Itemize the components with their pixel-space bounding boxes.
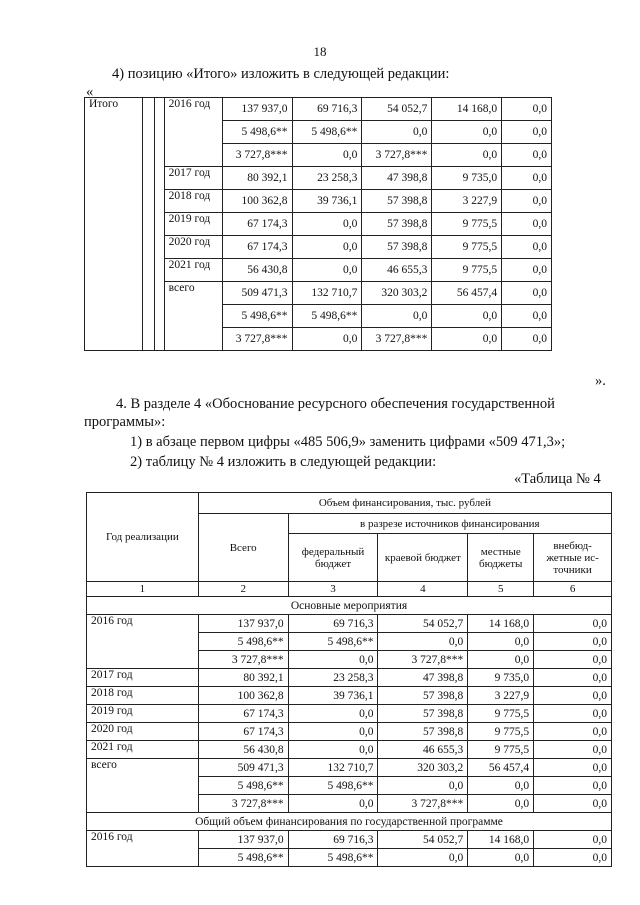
para-section4-cont: программы»: — [84, 414, 166, 430]
value-cell: 47 398,8 — [378, 669, 468, 687]
value-cell: 0,0 — [502, 167, 552, 190]
value-cell: 5 498,6** — [292, 121, 362, 144]
value-cell: 57 398,8 — [378, 687, 468, 705]
value-cell: 0,0 — [502, 121, 552, 144]
value-cell: 0,0 — [432, 144, 502, 167]
item4-heading: 4) позицию «Итого» изложить в следующей редакции: — [112, 66, 450, 82]
value-cell: 0,0 — [502, 190, 552, 213]
value-cell: 47 398,8 — [362, 167, 432, 190]
year-cell: 2021 год — [164, 259, 222, 282]
value-cell: 57 398,8 — [362, 190, 432, 213]
para-2: 2) таблицу № 4 изложить в следующей редакции: — [130, 454, 437, 470]
header-extra: внебюд-жетные ис-точники — [534, 534, 612, 582]
value-cell: 67 174,3 — [222, 213, 292, 236]
value-cell: 5 498,6** — [292, 305, 362, 328]
header-total: Всего — [198, 514, 288, 582]
value-cell: 14 168,0 — [468, 615, 534, 633]
value-cell: 137 937,0 — [198, 831, 288, 849]
value-cell: 9 735,0 — [432, 167, 502, 190]
value-cell: 5 498,6** — [222, 121, 292, 144]
value-cell: 0,0 — [362, 121, 432, 144]
value-cell: 54 052,7 — [378, 615, 468, 633]
value-cell: 39 736,1 — [288, 687, 378, 705]
value-cell: 9 775,5 — [432, 236, 502, 259]
value-cell: 23 258,3 — [292, 167, 362, 190]
section-row — [87, 813, 612, 831]
value-cell: 0,0 — [534, 705, 612, 723]
value-cell: 0,0 — [534, 795, 612, 813]
header-sources: в разрезе источников финансирования — [288, 514, 611, 534]
spacer-cell — [142, 98, 154, 351]
value-cell: 0,0 — [288, 741, 378, 759]
value-cell: 0,0 — [468, 795, 534, 813]
value-cell: 54 052,7 — [362, 98, 432, 121]
year-cell: 2018 год — [87, 687, 199, 705]
value-cell: 132 710,7 — [292, 282, 362, 305]
value-cell: 320 303,2 — [378, 759, 468, 777]
table-row — [87, 759, 612, 777]
table-row — [87, 687, 612, 705]
value-cell: 0,0 — [292, 144, 362, 167]
value-cell: 9 775,5 — [468, 705, 534, 723]
value-cell: 0,0 — [468, 777, 534, 795]
value-cell: 100 362,8 — [222, 190, 292, 213]
year-cell: 2019 год — [87, 705, 199, 723]
value-cell: 0,0 — [468, 633, 534, 651]
value-cell: 67 174,3 — [222, 236, 292, 259]
itogo-label: Итого — [85, 98, 143, 351]
value-cell: 69 716,3 — [288, 615, 378, 633]
value-cell: 9 775,5 — [468, 741, 534, 759]
value-cell: 3 727,8*** — [222, 328, 292, 351]
year-cell: 2017 год — [87, 669, 199, 687]
value-cell: 0,0 — [288, 795, 378, 813]
value-cell: 0,0 — [288, 723, 378, 741]
value-cell: 0,0 — [534, 759, 612, 777]
value-cell: 0,0 — [378, 849, 468, 867]
value-cell: 23 258,3 — [288, 669, 378, 687]
value-cell: 3 727,8*** — [378, 795, 468, 813]
value-cell: 137 937,0 — [198, 615, 288, 633]
value-cell: 509 471,3 — [198, 759, 288, 777]
section-title: Общий объем финансирования по государственной программе — [87, 813, 612, 831]
table-row — [87, 669, 612, 687]
value-cell: 509 471,3 — [222, 282, 292, 305]
value-cell: 132 710,7 — [288, 759, 378, 777]
year-cell: 2020 год — [87, 723, 199, 741]
table-row — [87, 615, 612, 633]
value-cell: 80 392,1 — [222, 167, 292, 190]
financing-table-body — [87, 493, 612, 867]
column-number: 1 — [87, 582, 199, 597]
value-cell: 14 168,0 — [432, 98, 502, 121]
value-cell: 3 727,8*** — [198, 651, 288, 669]
value-cell: 56 457,4 — [432, 282, 502, 305]
value-cell: 0,0 — [534, 831, 612, 849]
value-cell: 0,0 — [432, 305, 502, 328]
table-row — [87, 741, 612, 759]
value-cell: 9 735,0 — [468, 669, 534, 687]
table-row — [87, 831, 612, 849]
value-cell: 0,0 — [534, 633, 612, 651]
value-cell: 0,0 — [432, 121, 502, 144]
value-cell: 0,0 — [432, 328, 502, 351]
year-cell: 2021 год — [87, 741, 199, 759]
column-numbers-row — [87, 582, 612, 597]
value-cell: 0,0 — [534, 687, 612, 705]
value-cell: 0,0 — [362, 305, 432, 328]
value-cell: 14 168,0 — [468, 831, 534, 849]
table-row — [87, 723, 612, 741]
value-cell: 3 227,9 — [468, 687, 534, 705]
column-number: 6 — [534, 582, 612, 597]
value-cell: 137 937,0 — [222, 98, 292, 121]
value-cell: 46 655,3 — [378, 741, 468, 759]
column-number: 3 — [288, 582, 378, 597]
value-cell: 0,0 — [502, 98, 552, 121]
value-cell: 0,0 — [502, 328, 552, 351]
value-cell: 0,0 — [502, 213, 552, 236]
para-1: 1) в абзаце первом цифры «485 506,9» заменить цифрами «509 471,3»; — [130, 434, 566, 450]
value-cell: 0,0 — [534, 777, 612, 795]
para-section4: 4. В разделе 4 «Обоснование ресурсного обеспечения государственной — [116, 396, 555, 412]
value-cell: 57 398,8 — [378, 723, 468, 741]
value-cell: 0,0 — [468, 651, 534, 669]
column-number: 2 — [198, 582, 288, 597]
value-cell: 0,0 — [502, 236, 552, 259]
header-year: Год реализации — [87, 493, 199, 582]
value-cell: 0,0 — [502, 282, 552, 305]
value-cell: 0,0 — [534, 669, 612, 687]
table-row — [85, 98, 552, 121]
year-cell: всего — [87, 759, 199, 813]
year-cell: всего — [164, 282, 222, 351]
table-row — [87, 705, 612, 723]
value-cell: 3 727,8*** — [378, 651, 468, 669]
value-cell: 9 775,5 — [468, 723, 534, 741]
value-cell: 0,0 — [292, 236, 362, 259]
value-cell: 80 392,1 — [198, 669, 288, 687]
header-local: местные бюджеты — [468, 534, 534, 582]
value-cell: 0,0 — [288, 651, 378, 669]
spacer-cell — [154, 98, 164, 351]
value-cell: 0,0 — [534, 723, 612, 741]
value-cell: 69 716,3 — [288, 831, 378, 849]
value-cell: 0,0 — [534, 741, 612, 759]
value-cell: 69 716,3 — [292, 98, 362, 121]
year-cell: 2016 год — [164, 98, 222, 167]
section-title: Основные мероприятия — [87, 597, 612, 615]
value-cell: 57 398,8 — [362, 236, 432, 259]
value-cell: 54 052,7 — [378, 831, 468, 849]
value-cell: 5 498,6** — [222, 305, 292, 328]
column-number: 5 — [468, 582, 534, 597]
value-cell: 57 398,8 — [378, 705, 468, 723]
value-cell: 0,0 — [502, 144, 552, 167]
value-cell: 57 398,8 — [362, 213, 432, 236]
value-cell: 0,0 — [534, 651, 612, 669]
value-cell: 56 430,8 — [222, 259, 292, 282]
year-cell: 2020 год — [164, 236, 222, 259]
value-cell: 3 727,8*** — [362, 328, 432, 351]
value-cell: 56 430,8 — [198, 741, 288, 759]
year-cell: 2019 год — [164, 213, 222, 236]
value-cell: 5 498,6** — [198, 777, 288, 795]
value-cell: 3 727,8*** — [222, 144, 292, 167]
itogo-table-body — [85, 98, 552, 351]
section-row — [87, 597, 612, 615]
value-cell: 0,0 — [534, 615, 612, 633]
value-cell: 3 227,9 — [432, 190, 502, 213]
open-quote: « — [86, 84, 94, 100]
table-caption: «Таблица № 4 — [514, 471, 601, 487]
header-regional: краевой бюджет — [378, 534, 468, 582]
year-cell: 2018 год — [164, 190, 222, 213]
itogo-table — [84, 97, 552, 351]
value-cell: 5 498,6** — [288, 633, 378, 651]
close-quote: ». — [595, 373, 606, 389]
value-cell: 9 775,5 — [432, 259, 502, 282]
header-federal: федеральный бюджет — [288, 534, 378, 582]
value-cell: 0,0 — [378, 777, 468, 795]
value-cell: 0,0 — [292, 328, 362, 351]
value-cell: 5 498,6** — [198, 849, 288, 867]
value-cell: 5 498,6** — [198, 633, 288, 651]
value-cell: 56 457,4 — [468, 759, 534, 777]
value-cell: 39 736,1 — [292, 190, 362, 213]
value-cell: 0,0 — [288, 705, 378, 723]
value-cell: 0,0 — [378, 633, 468, 651]
value-cell: 3 727,8*** — [362, 144, 432, 167]
page-number: 18 — [313, 44, 327, 59]
year-cell: 2016 год — [87, 615, 199, 669]
value-cell: 0,0 — [534, 849, 612, 867]
value-cell: 5 498,6** — [288, 777, 378, 795]
value-cell: 67 174,3 — [198, 723, 288, 741]
financing-table — [86, 492, 612, 867]
value-cell: 0,0 — [502, 305, 552, 328]
value-cell: 0,0 — [468, 849, 534, 867]
value-cell: 3 727,8*** — [198, 795, 288, 813]
value-cell: 9 775,5 — [432, 213, 502, 236]
value-cell: 100 362,8 — [198, 687, 288, 705]
value-cell: 46 655,3 — [362, 259, 432, 282]
value-cell: 67 174,3 — [198, 705, 288, 723]
value-cell: 0,0 — [292, 213, 362, 236]
value-cell: 0,0 — [292, 259, 362, 282]
value-cell: 5 498,6** — [288, 849, 378, 867]
year-cell: 2017 год — [164, 167, 222, 190]
value-cell: 320 303,2 — [362, 282, 432, 305]
year-cell: 2016 год — [87, 831, 199, 867]
header-funding: Объем финансирования, тыс. рублей — [198, 493, 611, 514]
value-cell: 0,0 — [502, 259, 552, 282]
column-number: 4 — [378, 582, 468, 597]
